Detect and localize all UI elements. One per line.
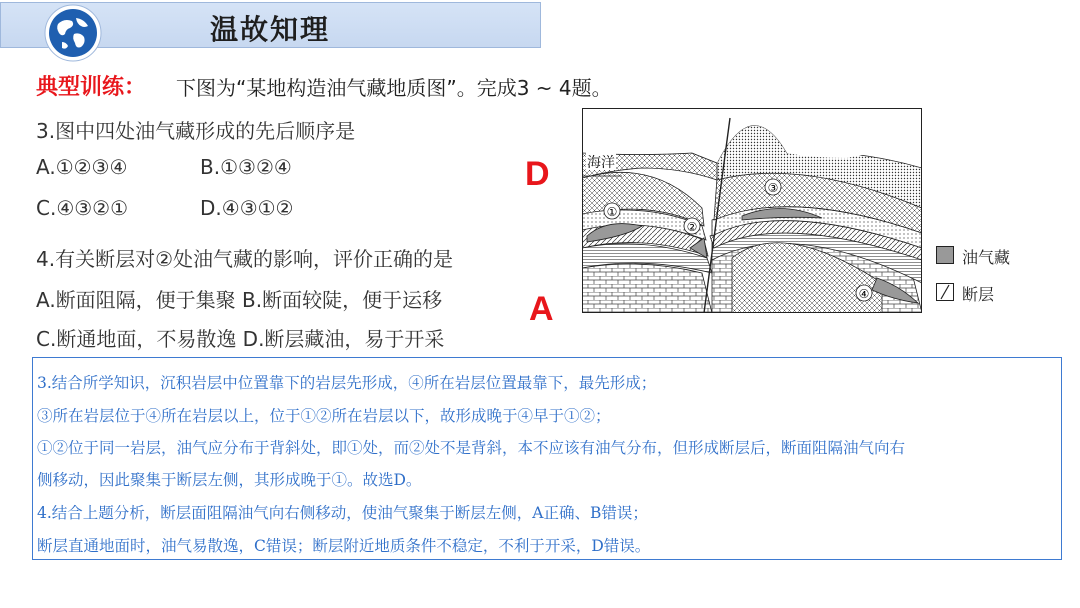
marker-1: ①	[606, 205, 618, 219]
geology-figure	[582, 108, 922, 313]
q4-options-line2: C.断通地面，不易散逸 D.断层藏油，易于开采	[36, 327, 445, 351]
explanation-line: 断层直通地面时，油气易散逸，C错误；断层附近地质条件不稳定，不利于开采，D错误。	[37, 537, 651, 555]
explanation-box	[32, 357, 1062, 560]
q4-stem: 4.有关断层对②处油气藏的影响，评价正确的是	[36, 247, 454, 271]
q4-answer: A	[529, 290, 554, 328]
q3-option-d: D.④③①②	[200, 196, 294, 220]
explanation-line: 4.结合上题分析，断层面阻隔油气向右侧移动，使油气聚集于断层左侧，A正确、B错误；	[37, 504, 648, 522]
explanation-line: 侧移动，因此聚集于断层左侧，其形成晚于①。故选D。	[37, 471, 422, 489]
intro-text: 下图为“某地构造油气藏地质图”。完成3 ~ 4题。	[176, 76, 612, 100]
q3-option-a: A.①②③④	[36, 155, 128, 179]
q4-options-line1: A.断面阻隔，便于集聚 B.断面较陡，便于运移	[36, 288, 443, 312]
marker-2: ②	[686, 220, 698, 234]
q3-answer: D	[525, 155, 550, 193]
globe-icon	[44, 4, 102, 62]
marker-4: ④	[858, 287, 870, 301]
page-title: 温故知理	[210, 13, 331, 46]
q3-stem: 3.图中四处油气藏形成的先后顺序是	[36, 119, 356, 143]
explanation-line: ①②位于同一岩层，油气应分布于背斜处，即①处，而②处不是背斜，本不应该有油气分布，但形成断层后，断面阻隔油气向右	[37, 439, 906, 457]
sea-label: 海洋	[587, 156, 615, 171]
q3-option-b: B.①③②④	[200, 155, 292, 179]
legend-fault: 断层	[962, 285, 995, 304]
legend-oil-gas: 油气藏	[962, 248, 1011, 267]
oil-gas-swatch-icon	[936, 246, 954, 264]
q3-option-c: C.④③②①	[36, 196, 129, 220]
explanation-line: ③所在岩层位于④所在岩层以上，位于①②所在岩层以下，故形成晚于④早于①②；	[37, 407, 611, 425]
explanation-line: 3.结合所学知识，沉积岩层中位置靠下的岩层先形成，④所在岩层位置最靠下，最先形成；	[37, 374, 657, 392]
marker-3: ③	[767, 181, 779, 195]
fault-line-swatch-icon	[936, 283, 954, 301]
intro-label: 典型训练：	[36, 75, 147, 100]
